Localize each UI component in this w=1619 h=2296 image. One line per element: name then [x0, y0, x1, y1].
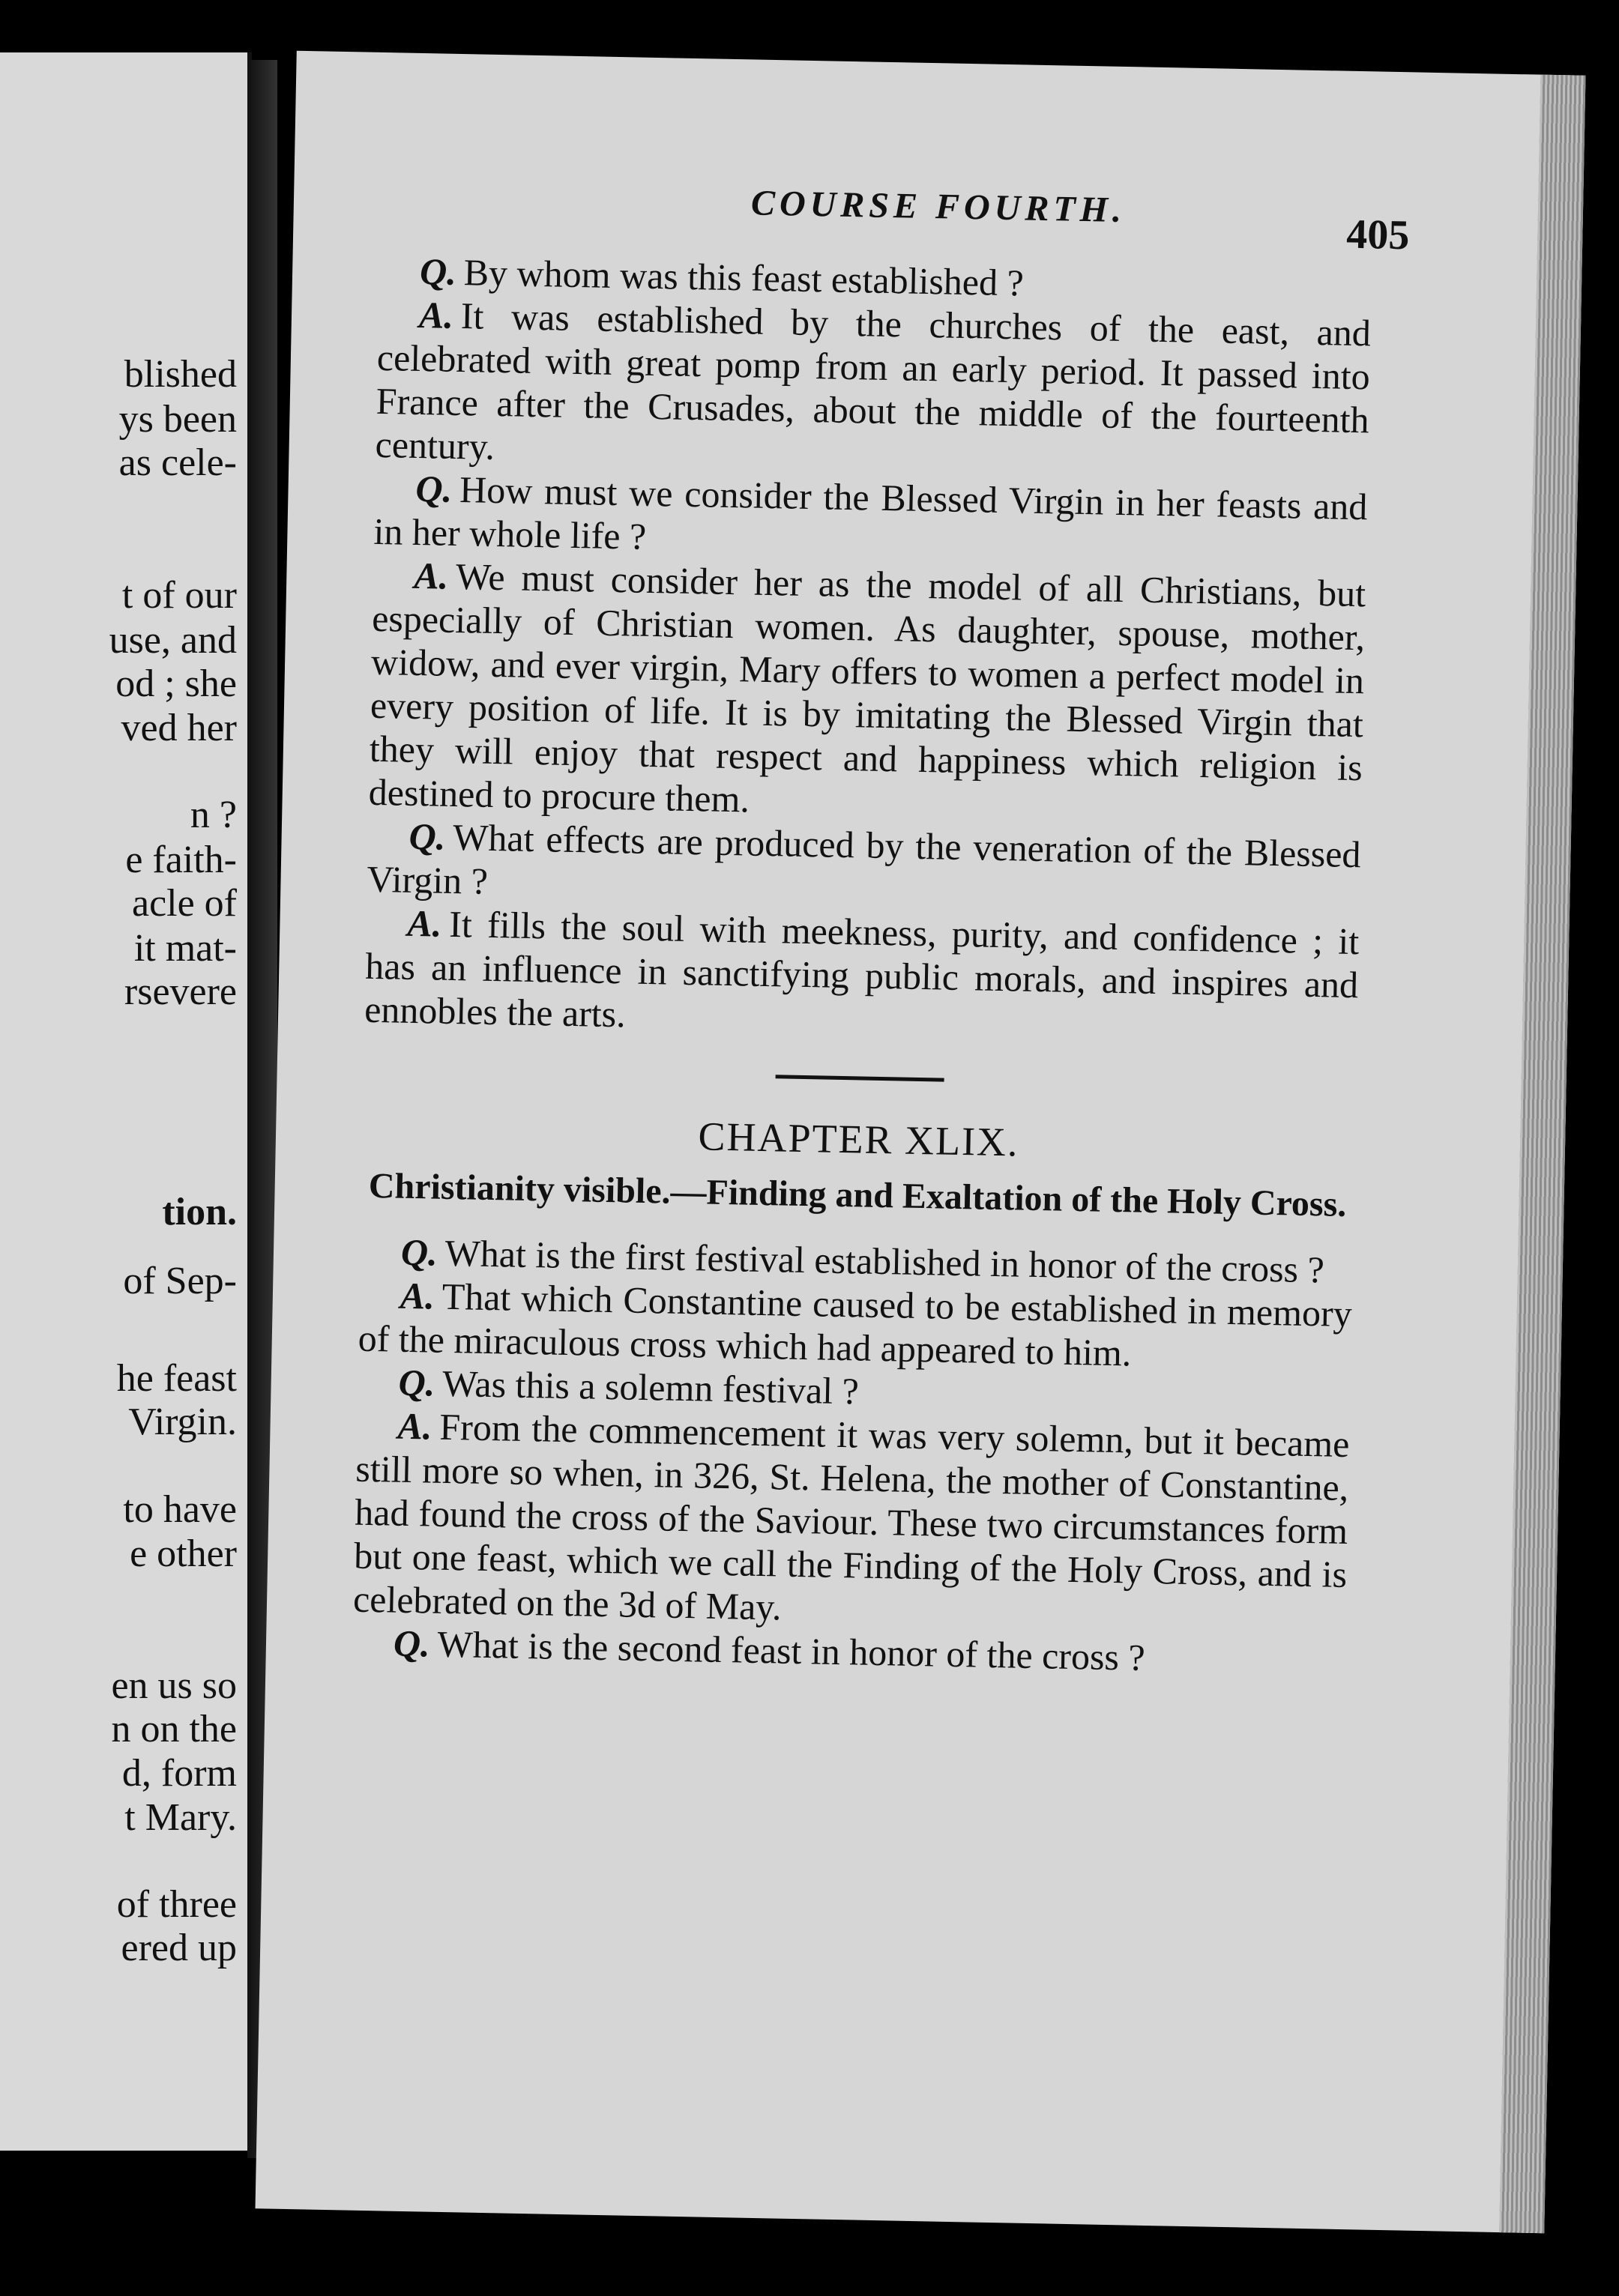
- facing-page-line: d, form: [121, 1752, 237, 1795]
- qa-label: A.: [418, 293, 454, 336]
- answer-paragraph: [368, 553, 1366, 833]
- facing-page-fragment: [0, 52, 252, 2151]
- facing-page-line: blished: [124, 353, 237, 396]
- facing-page-line: ered up: [121, 1927, 237, 1969]
- facing-page-line: of three: [116, 1883, 237, 1926]
- paragraph-text: That which Constantine caused to be established in memory of the miraculous cross which had appeared to him.: [358, 1275, 1353, 1374]
- facing-page-line: he feast: [116, 1357, 237, 1400]
- chapter-title: CHAPTER XLIX.: [698, 1114, 1020, 1165]
- answer-paragraph: [353, 1404, 1350, 1640]
- paragraph-text: What is the first festival established in honor of the cross ?: [444, 1231, 1325, 1291]
- qa-label: A.: [413, 554, 449, 597]
- paragraph-text: By whom was this feast established ?: [463, 251, 1025, 304]
- facing-page-line: n ?: [190, 794, 237, 836]
- paragraph-text: How must we consider the Blessed Virgin in her feasts and in her whole life ?: [373, 468, 1368, 558]
- paragraph-text: It fills the soul with meekness, purity, and confidence ; it has an influence in sanctifying public morals, and inspires and ennobles the arts.: [364, 902, 1360, 1036]
- qa-label: Q.: [419, 250, 457, 293]
- qa-label: A.: [397, 1404, 432, 1448]
- qa-label: A.: [400, 1274, 435, 1317]
- paragraph-text: It was established by the churches of the east, and celebrated with great pomp from an early period. It passed into France after the Crusades, about the middle of the fourteenth century.: [375, 294, 1372, 468]
- answer-paragraph: [364, 901, 1360, 1050]
- section-divider: [776, 1075, 944, 1081]
- facing-page-line: to have: [123, 1488, 237, 1531]
- paragraph-text: We must consider her as the model of all Christians, but especially of Christian women. As daughter, spouse, mother, widow, and ever virgin, Mary offers to women a perfect model in every position of life. It is by imitating the Blessed Virgin that they will enjoy that respect and happiness which religion is destined to procure them.: [368, 555, 1366, 821]
- page-body: [352, 249, 1372, 1683]
- facing-page-line: e other: [130, 1532, 237, 1575]
- facing-page-line: it mat-: [133, 927, 237, 970]
- qa-label: Q.: [398, 1361, 435, 1404]
- paragraph-text: Was this a solemn festival ?: [441, 1362, 860, 1413]
- facing-page-line: t Mary.: [124, 1796, 237, 1839]
- facing-page-line: of Sep-: [123, 1260, 237, 1302]
- facing-page-line: ys been: [118, 398, 237, 441]
- facing-page-line: tion.: [162, 1191, 237, 1233]
- facing-page-line: od ; she: [115, 662, 237, 705]
- facing-page-line: en us so: [111, 1664, 237, 1707]
- facing-page-line: Virgin.: [128, 1401, 237, 1443]
- facing-page-line: acle of: [131, 882, 237, 925]
- answer-paragraph: [375, 292, 1371, 485]
- running-head: COURSE FOURTH.: [750, 183, 1127, 231]
- facing-page-line: n on the: [111, 1708, 237, 1750]
- qa-label: Q.: [393, 1622, 431, 1665]
- book-page: [256, 51, 1586, 2233]
- qa-label: Q.: [415, 467, 453, 510]
- paragraph-text: From the commencement it was very solemn, but it became still more so when, in 326, St. Helena, the mother of Constantine, had found the cross of the Saviour. These two circumstances form but one feast, which we call the Finding of the Holy Cross, and is celebrated on the 3d of May.: [352, 1405, 1350, 1628]
- facing-page-line: rsevere: [124, 970, 237, 1013]
- facing-page-line: t of our: [121, 574, 237, 617]
- qa-label: Q.: [408, 815, 446, 858]
- page-edge: [1499, 75, 1585, 2234]
- facing-page-line: ved her: [121, 707, 237, 749]
- facing-page-line: as cele-: [118, 441, 237, 484]
- facing-page-line: e faith-: [125, 839, 237, 881]
- qa-label: A.: [406, 901, 442, 945]
- paragraph-text: What is the second feast in honor of the cross ?: [437, 1622, 1146, 1679]
- facing-page-line: use, and: [109, 619, 237, 662]
- chapter-subtitle: Christianity visible.—Finding and Exaltation of the Holy Cross.: [368, 1165, 1347, 1224]
- qa-label: Q.: [400, 1230, 438, 1274]
- paragraph-text: What effects are produced by the veneration of the Blessed Virgin ?: [367, 815, 1362, 902]
- page-number: 405: [1345, 211, 1410, 259]
